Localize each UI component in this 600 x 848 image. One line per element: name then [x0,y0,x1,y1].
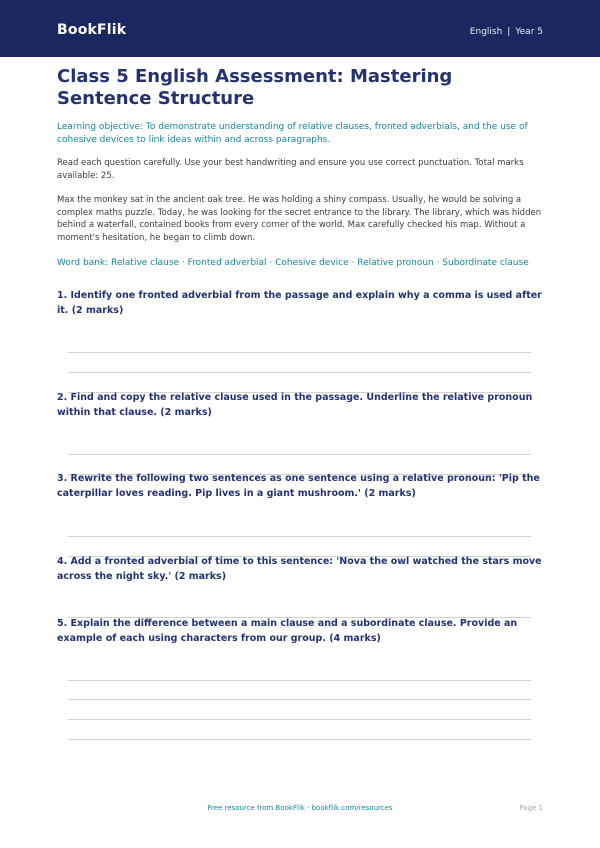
answer-line[interactable] [68,699,531,700]
question-5: 5. Explain the difference between a main clause and a subordinate clause. Provide an example of each using characters from our group. (4 marks) [57,618,518,644]
answer-line[interactable] [68,454,531,455]
separator: | [507,27,511,37]
footer-text[interactable]: Free resource from BookFlik · bookflik.com/resources [207,804,393,812]
page-title: Class 5 English Assessment: Mastering Sentence Structure [57,66,453,109]
instructions-text: Read each question carefully. Use your best handwriting and ensure you use correct punctuation. Total marks available: 25. [57,158,524,181]
subject-label: English [469,27,503,37]
page-number: Page 1 [519,804,543,812]
answer-line[interactable] [68,719,531,720]
subject-year-label [470,27,543,37]
question-4: 4. Add a fronted adverbial of time to this sentence: 'Nova the owl watched the stars move across the night sky.' (2 marks) [57,556,542,582]
answer-line[interactable] [68,352,531,353]
brand-logo[interactable]: BookFlik [57,22,127,38]
header-bar [0,0,600,57]
answer-line[interactable] [68,680,531,681]
question-3: 3. Rewrite the following two sentences as one sentence using a relative pronoun: 'Pip the caterpillar loves reading. Pip lives in a giant mushroom.' (2 marks) [57,473,540,499]
question-1: 1. Identify one fronted adverbial from the passage and explain why a comma is used after it. (2 marks) [57,290,542,316]
word-bank: Word bank: Relative clause · Fronted adverbial · Cohesive device · Relative pronoun · Subordinate clause [57,258,529,268]
answer-line[interactable] [68,739,531,740]
answer-line[interactable] [68,536,531,537]
answer-line[interactable] [68,372,531,373]
learning-objective: Learning objective: To demonstrate understanding of relative clauses, fronted adverbials, and the use of cohesive devices to link ideas within and across paragraphs. [57,122,528,145]
reading-passage: Max the monkey sat in the ancient oak tree. He was holding a shiny compass. Usually, he would be solving a complex maths puzzle. Today, he was looking for the secret entrance to the library. The library, which was hidden behind a waterfall, contained books from every corner of the world. Max carefully checked his map. Without a moment's hesitation, he began to climb down. [57,195,542,243]
question-2: 2. Find and copy the relative clause used in the passage. Underline the relative pronoun within that clause. (2 marks) [57,392,533,418]
year-label: Year 5 [515,27,543,37]
